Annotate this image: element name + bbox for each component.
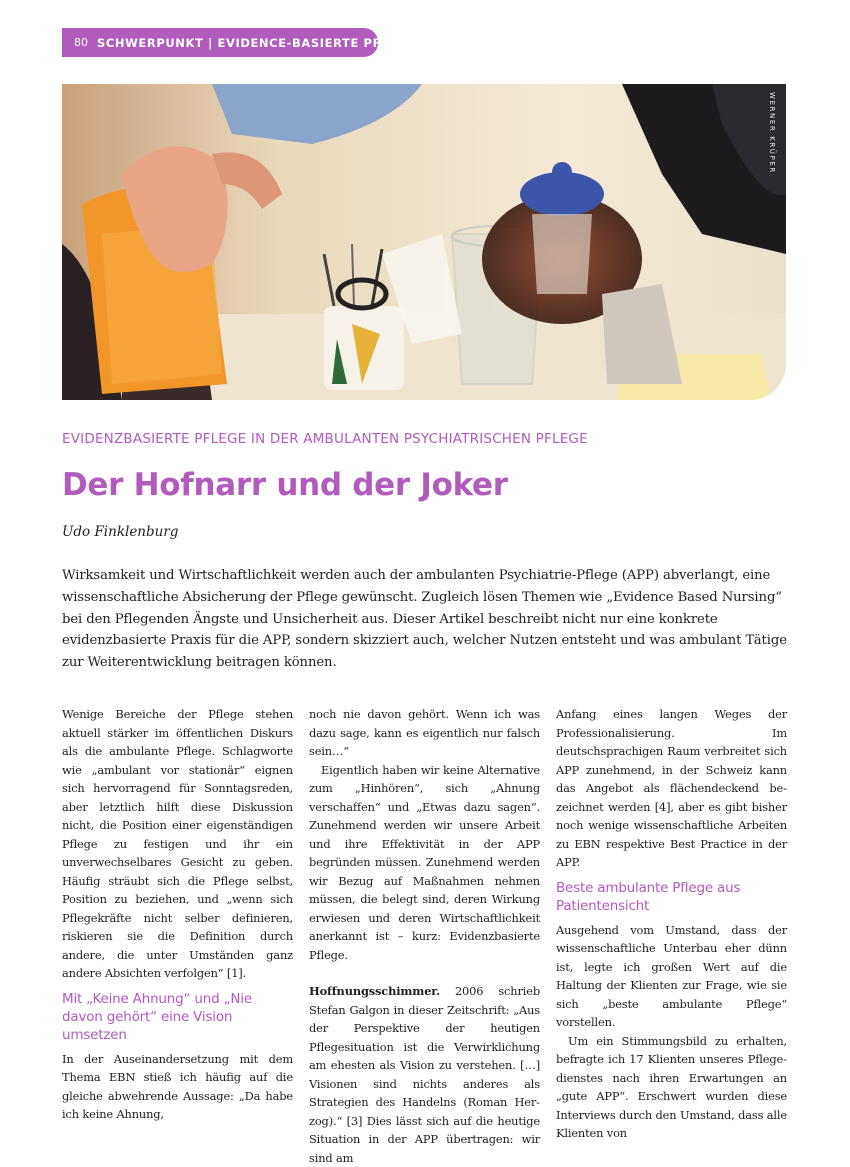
page-number: 80 (74, 36, 88, 49)
article-photo (62, 84, 786, 400)
paragraph: Ausgehend vom Umstand, dass der wissenschaftliche Unterbau eher dünn ist, legte ich großen Wert auf die Haltung der Klienten zur Frage, wie sie sich „beste ambulante Pflege“ vorstellen. (556, 922, 787, 1029)
section-label: SCHWERPUNKT | EVIDENCE-BASIERTE PFLEGE (97, 35, 416, 50)
article-lead: Wirksamkeit und Wirtschaftlichkeit werden auch der ambulanten Psychiatrie-Pflege (APP) abverlangt, eine wissenschaftliche Absicherung der Pflege gewünscht. Zugleich lösen Themen wie „Evidence Based Nursing“ bei den Pflegenden Ängste und Unsicherheit aus. Dieser Artikel beschreibt nicht nur eine konkrete evidenzbasierte Praxis für die APP, sondern skizziert auch, welcher Nutzen entsteht und was ambulant Tätige zur Weiterentwicklung beitragen können. (62, 568, 787, 671)
run-in-heading: Hoffnungsschimmer. (309, 984, 440, 998)
subheading: Mit „Keine Ahnung“ und „Nie davon gehört“ eine Vision umsetzen (62, 990, 252, 1043)
paragraph: In der Auseinandersetzung mit dem Thema EBN stieß ich häufig auf die gleiche abwehrende Aussage: „Da habe ich keine Ahnung, (62, 1051, 293, 1121)
paragraph: Wenige Bereiche der Pflege stehen aktuell stärker im öffentlichen Diskurs als die ambulante Pflege. Schlagworte wie „ambulant vor stationär“ eignen sich hervorragend für Sonntagsreden, aber letztlich hilft diese Diskussion nicht, die Position einer eigenständigen Pflege zu festigen und ihr ein unverwechselbares Gesicht zu geben. Häufig sträubt sich die Pflege selbst, Position zu beziehen, und „wenn sich Pflegekräfte nicht selber definieren, riskieren sie die Definition durch andere, die unter Umständen ganz andere Absichten verfolgen“ [1]. (62, 707, 293, 980)
text-column-1 (62, 705, 293, 1124)
paragraph-text: 2006 schrieb Stefan Galgon in dieser Zeitschrift: „Aus der Perspektive der heutigen Pflegesituation ist die Verwirklichung am ehesten als Vision zu verstehen. […] Visionen sind nichts anderes als Strategien des Handelns (Roman Herzog).“ [3] Dies lässt sich auf die heutige Situation in der APP übertragen: wir sind am (309, 984, 540, 1165)
paragraph: noch nie davon gehört. Wenn ich was dazu sage, kann es eigentlich nur falsch sein…“ (309, 707, 540, 758)
paragraph: Anfang eines langen Weges der Professionalisierung. Im deutschsprachigen Raum verbreitet sich APP zunehmend, in der Schweiz kann das Angebot als flächendeckend bezeichnet werden [4], aber es gibt bisher noch wenige wissenschaftliche Arbeiten zu EBN respektive Best Practice in der APP. (556, 707, 787, 869)
photo-credit: WERNER KRÜPER (768, 92, 776, 174)
paragraph: Eigentlich haben wir keine Alternative zum „Hinhören“, sich „Ahnung verschaffen“ und „Etwas dazu sagen“. Zunehmend werden wir unsere Arbeit und ihre Effektivität in der APP begründen müssen. Zunehmend werden wir Bezug auf Maßnahmen nehmen müssen, die belegt sind, deren Wirkung erwiesen und deren Wirtschaftlichkeit anerkannt ist – kurz: Evidenzbasierte Pflege. (309, 762, 540, 962)
paragraph: Um ein Stimmungsbild zu erhalten, befragte ich 17 Klienten unseres Pflegedienstes nach ihren Erwartungen an „gute APP“. Erschwert wurden diese Interviews durch den Umstand, dass alle Klienten von (556, 1033, 787, 1140)
subheading: Beste ambulante Pflege aus Patientensicht (556, 879, 741, 914)
article-kicker: EVIDENZBASIERTE PFLEGE IN DER AMBULANTEN PSYCHIATRISCHEN PFLEGE (62, 431, 588, 447)
section-header (62, 28, 416, 57)
text-column-3 (556, 705, 787, 1143)
text-column-2 (309, 705, 540, 1167)
paragraph (309, 982, 540, 1167)
article-title: Der Hofnarr und der Joker (62, 467, 508, 503)
article-author: Udo Finklenburg (62, 524, 179, 540)
